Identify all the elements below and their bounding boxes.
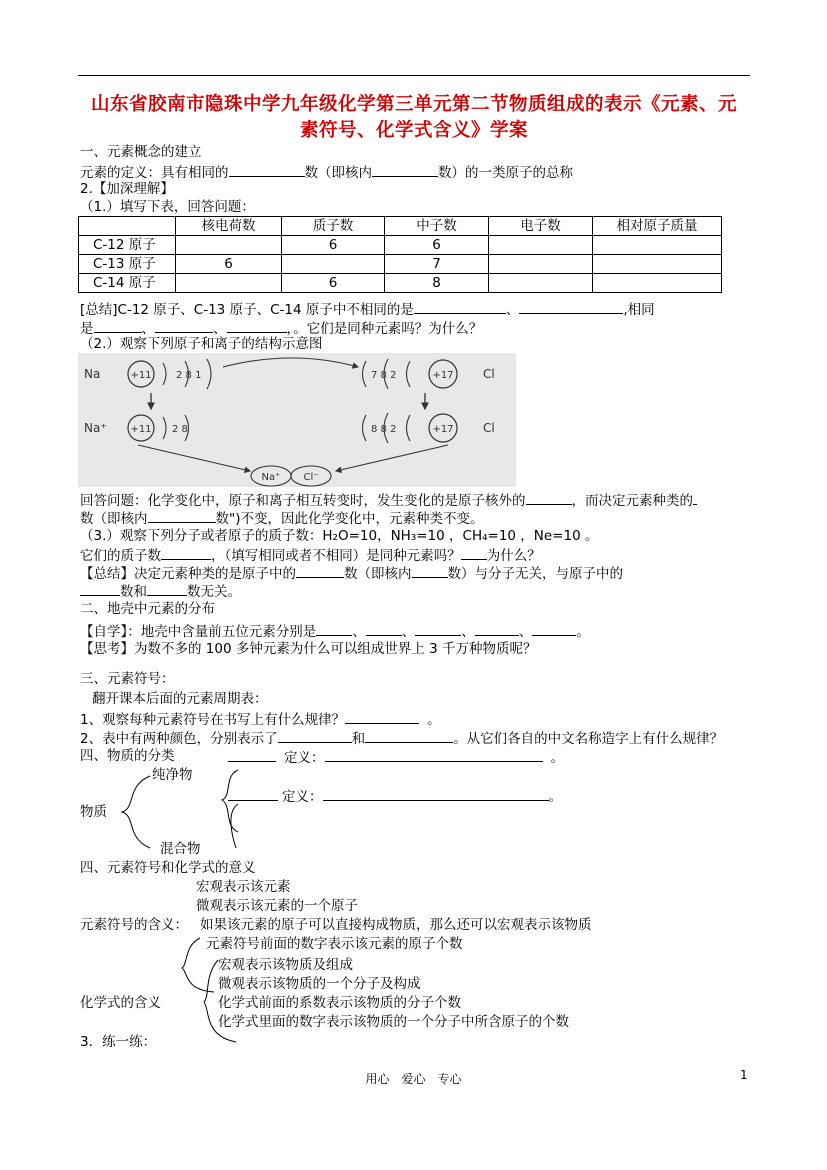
symbol-meaning-4: 元素符号前面的数字表示该元素的原子个数 <box>206 936 463 952</box>
question-2: （2.）观察下列原子和离子的结构示意图 <box>80 336 323 352</box>
question-1: （1.）填写下表，回答问题： <box>80 199 255 215</box>
open-book: 翻开课本后面的元素周期表： <box>92 691 268 707</box>
summary1-line2: 是 、 、 ，。它们是同种元素吗？为什么？ <box>80 318 482 338</box>
section3-heading: 三、元素符号： <box>80 671 175 687</box>
symbol-label: 元素符号的含义： <box>80 917 188 933</box>
element-definition: 元素的定义：具有相同的 数（即核内 数）的一类原子的总称 <box>80 162 573 182</box>
symbol-meaning-1: 宏观表示该元素 <box>196 879 291 895</box>
formula-list: H₂O=10，NH₃=10 ，CH₄=10 ，Ne=10 。 <box>322 528 599 544</box>
symbol-meaning-3: 如果该元素的原子可以直接构成物质，那么还可以宏观表示该物质 <box>200 917 592 933</box>
svg-text:+11: +11 <box>130 370 152 381</box>
footer-motto: 用心 爱心 专心 <box>365 1072 462 1086</box>
page-title: 山东省胶南市隐珠中学九年级化学第三单元第二节物质组成的表示《元素、元 <box>90 94 737 115</box>
na-ion-label: Na⁺ <box>84 421 107 435</box>
na-label: Na <box>84 367 101 381</box>
table-row: C-12 原子 6 6 <box>79 236 722 255</box>
table-row: C-14 原子 6 8 <box>79 274 722 293</box>
svg-text:8 8 2: 8 8 2 <box>371 424 397 435</box>
formula-meaning-2: 微观表示该物质的一个分子及构成 <box>218 976 421 992</box>
svg-text:Na⁺: Na⁺ <box>261 472 281 483</box>
svg-text:Cl⁻: Cl⁻ <box>303 472 319 483</box>
formula-meaning-1: 宏观表示该物质及组成 <box>218 957 353 973</box>
mixture-label: 混合物 <box>160 841 201 857</box>
summary2-line1: 【总结】决定元素种类的是原子中的 数（即核内 数）与分子无关，与原子中的 <box>80 563 623 583</box>
page-number: 1 <box>740 1068 748 1082</box>
table-header-row: 核电荷数 质子数 中子数 电子数 相对原子质量 <box>79 217 722 236</box>
substance-label: 物质 <box>80 804 107 820</box>
summary1-line1: [总结]C-12 原子、C-13 原子、C-14 原子中不相同的是 、 ,相同 <box>80 299 655 319</box>
question-3: （3.）观察下列分子或者原子的质子数：H₂O=10，NH₃=10 ，CH₄=10 ，Ne=10 。 <box>80 528 599 544</box>
section3-q2: 2、表中有两种颜色，分别表示了 和 。从它们各自的中文名称造字上有什么规律？ <box>80 728 723 748</box>
svg-text:2 8: 2 8 <box>172 424 188 435</box>
classify-heading: 四、物质的分类 <box>80 748 175 764</box>
think-question: 【思考】为数不多的 100 多钟元素为什么可以组成世界上 3 千万种物质呢？ <box>80 641 537 657</box>
answer-line1: 回答问题：化学变化中，原子和离子相互转变时，发生变化的是原子核外的 ，而决定元素种类的 <box>80 490 697 510</box>
section1-heading: 一、元素概念的建立 <box>80 144 202 160</box>
table-row: C-13 原子 6 7 <box>79 255 722 274</box>
symbol-meaning-2: 微观表示该元素的一个原子 <box>196 898 358 914</box>
formula-meaning-3: 化学式前面的系数表示该物质的分子个数 <box>218 995 461 1011</box>
pure-substance: 纯净物 <box>152 767 193 783</box>
self-study: 【自学】：地壳中含量前五位元素分别是 、 、 、 、 。 <box>80 621 590 641</box>
svg-text:+17: +17 <box>432 424 454 435</box>
cl-ion-label: Cl <box>483 421 495 435</box>
summary2-line2: 数和 数无关。 <box>80 581 241 601</box>
answer-line2: 数（即核内 数")不变，因此化学变化中，元素种类不变。 <box>80 508 483 528</box>
page-title-line2: 素符号、化学式含义》学案 <box>299 120 528 141</box>
formula-meaning-4: 化学式里面的数字表示该物质的一个分子中所含原子的个数 <box>218 1014 569 1030</box>
section3-q1: 1、观察每种元素符号在书写上有什么规律？ 。 <box>80 709 441 729</box>
section4-heading: 四、元素符号和化学式的意义 <box>80 860 256 876</box>
deepen-heading: 2.【加深理解】 <box>80 181 174 197</box>
pure-definition: 定义： 。 <box>228 747 564 767</box>
svg-text:+11: +11 <box>130 424 152 435</box>
practice-heading: 3．练一练： <box>80 1034 157 1050</box>
cl-label: Cl <box>483 367 495 381</box>
na-shells: 2 8 1 <box>176 370 202 381</box>
svg-text:+17: +17 <box>432 370 454 381</box>
formula-label: 化学式的含义 <box>80 995 161 1011</box>
cl-shells: 7 8 2 <box>371 370 397 381</box>
sub-definition: 定义： 。 <box>228 786 562 806</box>
question-3-line2: 它们的质子数 ，（填写相同或者不相同）是同种元素吗？ 为什么？ <box>80 545 541 565</box>
section2-heading: 二、地壳中元素的分布 <box>80 601 215 617</box>
